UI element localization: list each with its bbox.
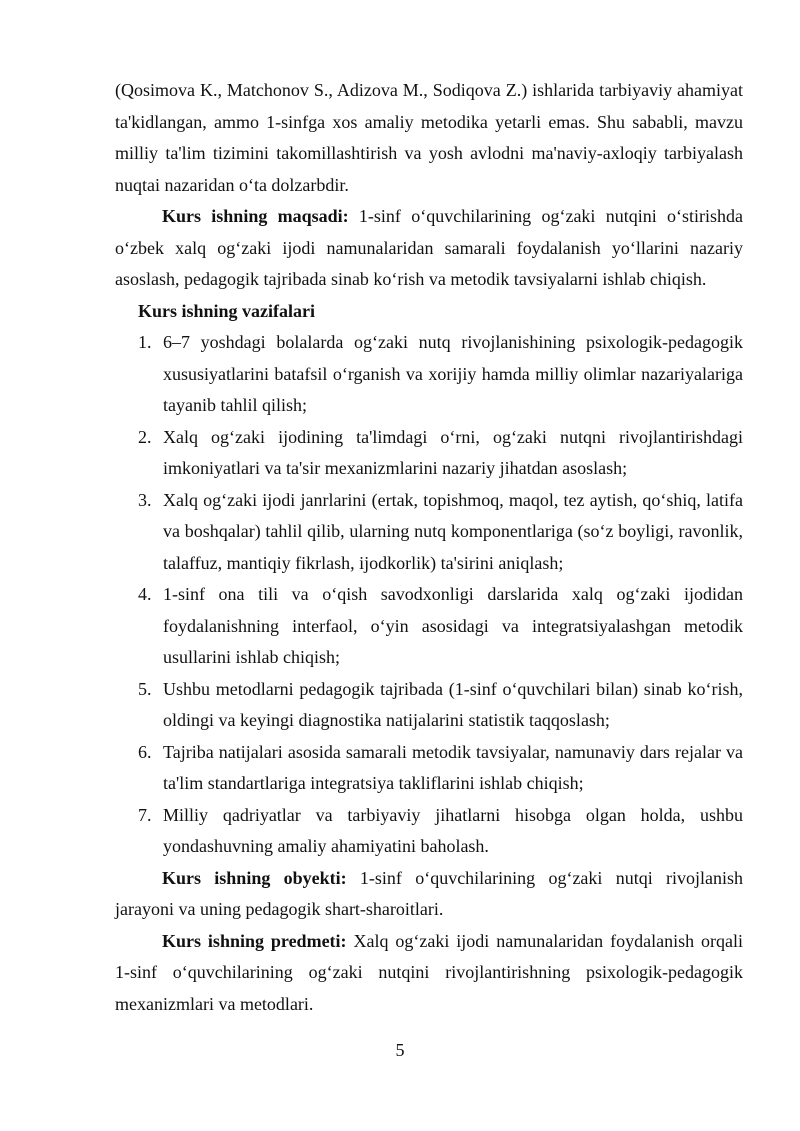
list-item-number: 3. [138,489,152,510]
list-item-text: Xalq og‘zaki ijodining ta'limdagi o‘rni, og‘zaki nutqni rivojlantirishdagi imkoniyatlari va ta'sir mexanizmlarini nazariy jihatdan asoslash; [163,426,743,478]
list-item-text: Ushbu metodlarni pedagogik tajribada (1-sinf o‘quvchilari bilan) sinab ko‘rish, oldingi va keyingi diagnostika natijalarini statistik taqqoslash; [163,678,743,730]
object-label: Kurs ishning obyekti: [162,867,347,888]
subject-text: Xalq og‘zaki ijodi namunalaridan foydalanish orqali 1-sinf o‘quvchilarining og‘zaki nutqini rivojlantirishning psixologik-pedagogik mexanizmlari va metodlari. [115,930,743,1014]
tasks-list [115,327,743,863]
object-text: 1-sinf o‘quvchilarining og‘zaki nutqi rivojlanish jarayoni va uning pedagogik shart-sharoitlari. [115,867,743,919]
subject-paragraph [115,926,743,1021]
list-item [115,422,743,485]
list-item-text: Milliy qadriyatlar va tarbiyaviy jihatlarni hisobga olgan holda, ushbu yondashuvning amaliy ahamiyatini baholash. [163,804,743,856]
list-item [115,485,743,580]
list-item [115,579,743,674]
tasks-heading: Kurs ishning vazifalari [138,300,316,321]
list-item-number: 2. [138,426,152,447]
page-number: 5 [395,1040,405,1060]
list-item [115,674,743,737]
list-item-number: 6. [138,741,152,762]
list-item-number: 1. [138,332,152,352]
subject-label: Kurs ishning predmeti: [162,930,347,951]
goal-label: Kurs ishning maqsadi: [162,206,349,226]
list-item-text: Tajriba natijalari asosida samarali metodik tavsiyalar, namunaviy dars rejalar va ta'lim standartlariga integratsiya takliflarini ishlab chiqish; [163,741,743,793]
object-paragraph [115,863,743,926]
list-item-number: 7. [138,804,152,825]
list-item [115,737,743,800]
goal-text: 1-sinf o‘quvchilarining og‘zaki nutqini o‘stirishda o‘zbek xalq og‘zaki ijodi namunalaridan samarali foydalanish yo‘llarini nazariy asoslash, pedagogik tajribada sinab ko‘rish va metodik tavsiyalarni ishlab chiqish. [115,206,744,289]
list-item [115,327,743,422]
list-item-number: 4. [138,584,152,604]
document-page [115,75,743,1020]
intro-paragraph: (Qosimova K., Matchonov S., Adizova M., Sodiqova Z.) ishlarida tarbiyaviy ahamiyat ta'kidlangan, ammo 1-sinfga xos amaliy metodika yetarli emas. Shu sababli, mavzu milliy ta'lim tizimini takomillashtirish va yosh avlodni ma'naviy-axloqiy tarbiyalash nuqtai nazaridan o‘ta dolzarbdir. [115,80,743,195]
goal-paragraph [115,201,743,296]
list-item-number: 5. [138,678,152,699]
list-item-text: 6–7 yoshdagi bolalarda og‘zaki nutq rivojlanishining psixologik-pedagogik xususiyatlarini batafsil o‘rganish va xorijiy hamda milliy olimlar nazariyalariga tayanib tahlil qilish; [163,332,743,415]
list-item-text: Xalq og‘zaki ijodi janrlarini (ertak, topishmoq, maqol, tez aytish, qo‘shiq, latifa va boshqalar) tahlil qilib, ularning nutq komponentlariga (so‘z boyligi, ravonlik, talaffuz, mantiqiy fikrlash, ijodkorlik) ta'sirini aniqlash; [163,489,743,573]
list-item-text: 1-sinf ona tili va o‘qish savodxonligi darslarida xalq og‘zaki ijodidan foydalanishning interfaol, o‘yin asosidagi va integratsiyalashgan metodik usullarini ishlab chiqish; [163,584,743,667]
list-item [115,800,743,863]
